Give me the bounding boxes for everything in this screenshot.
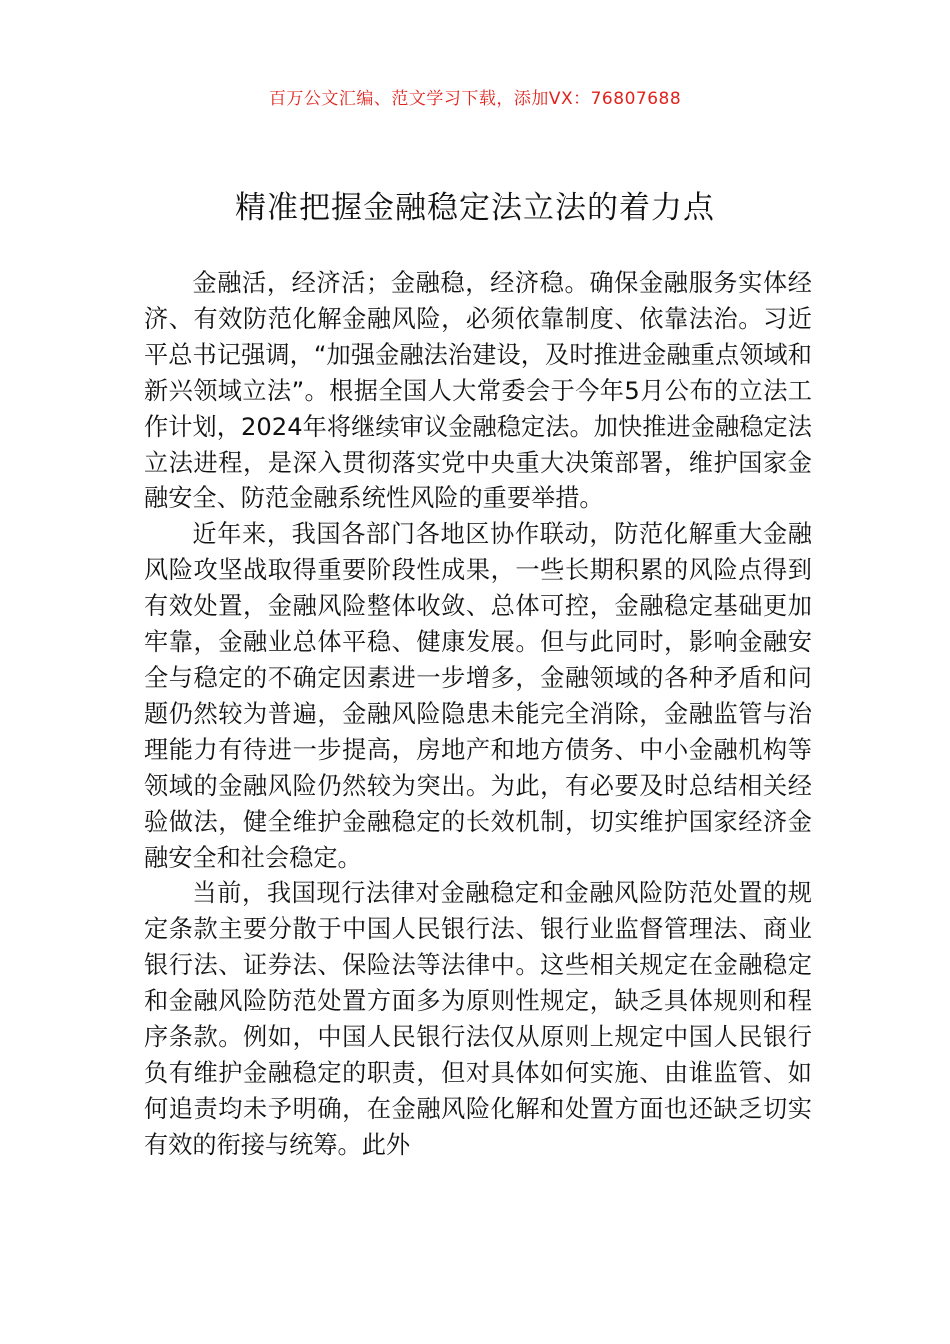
paragraph-2: 近年来，我国各部门各地区协作联动，防范化解重大金融风险攻坚战取得重要阶段性成果，一些长期积累的风险点得到有效处置，金融风险整体收敛、总体可控，金融稳定基础更加牢靠，金融业总体平稳、健康发展。但与此同时，影响金融安全与稳定的不确定因素进一步增多，金融领域的各种矛盾和问题仍然较为普遍，金融风险隐患未能完全消除，金融监管与治理能力有待进一步提高，房地产和地方债务、中小金融机构等领域的金融风险仍然较为突出。为此，有必要及时总结相关经验做法，健全维护金融稳定的长效机制，切实维护国家经济金融安全和社会稳定。 xyxy=(144,520,812,872)
document-body xyxy=(144,266,812,1164)
paragraph-1: 金融活，经济活；金融稳，经济稳。确保金融服务实体经济、有效防范化解金融风险，必须依靠制度、依靠法治。习近平总书记强调，“加强金融法治建设，及时推进金融重点领域和新兴领域立法”。根据全国人大常委会于今年5月公布的立法工作计划，2024年将继续审议金融稳定法。加快推进金融稳定法立法进程，是深入贯彻落实党中央重大决策部署，维护国家金融安全、防范金融系统性风险的重要举措。 xyxy=(144,269,812,513)
watermark-header: 百万公文汇编、范文学习下载，添加VX：76807688 xyxy=(268,89,682,109)
paragraph-3: 当前，我国现行法律对金融稳定和金融风险防范处置的规定条款主要分散于中国人民银行法、银行业监督管理法、商业银行法、证券法、保险法等法律中。这些相关规定在金融稳定和金融风险防范处置方面多为原则性规定，缺乏具体规则和程序条款。例如，中国人民银行法仅从原则上规定中国人民银行负有维护金融稳定的职责，但对具体如何实施、由谁监管、如何追责均未予明确，在金融风险化解和处置方面也还缺乏切实有效的衔接与统筹。此外 xyxy=(144,879,812,1159)
document-title: 精准把握金融稳定法立法的着力点 xyxy=(235,190,715,226)
